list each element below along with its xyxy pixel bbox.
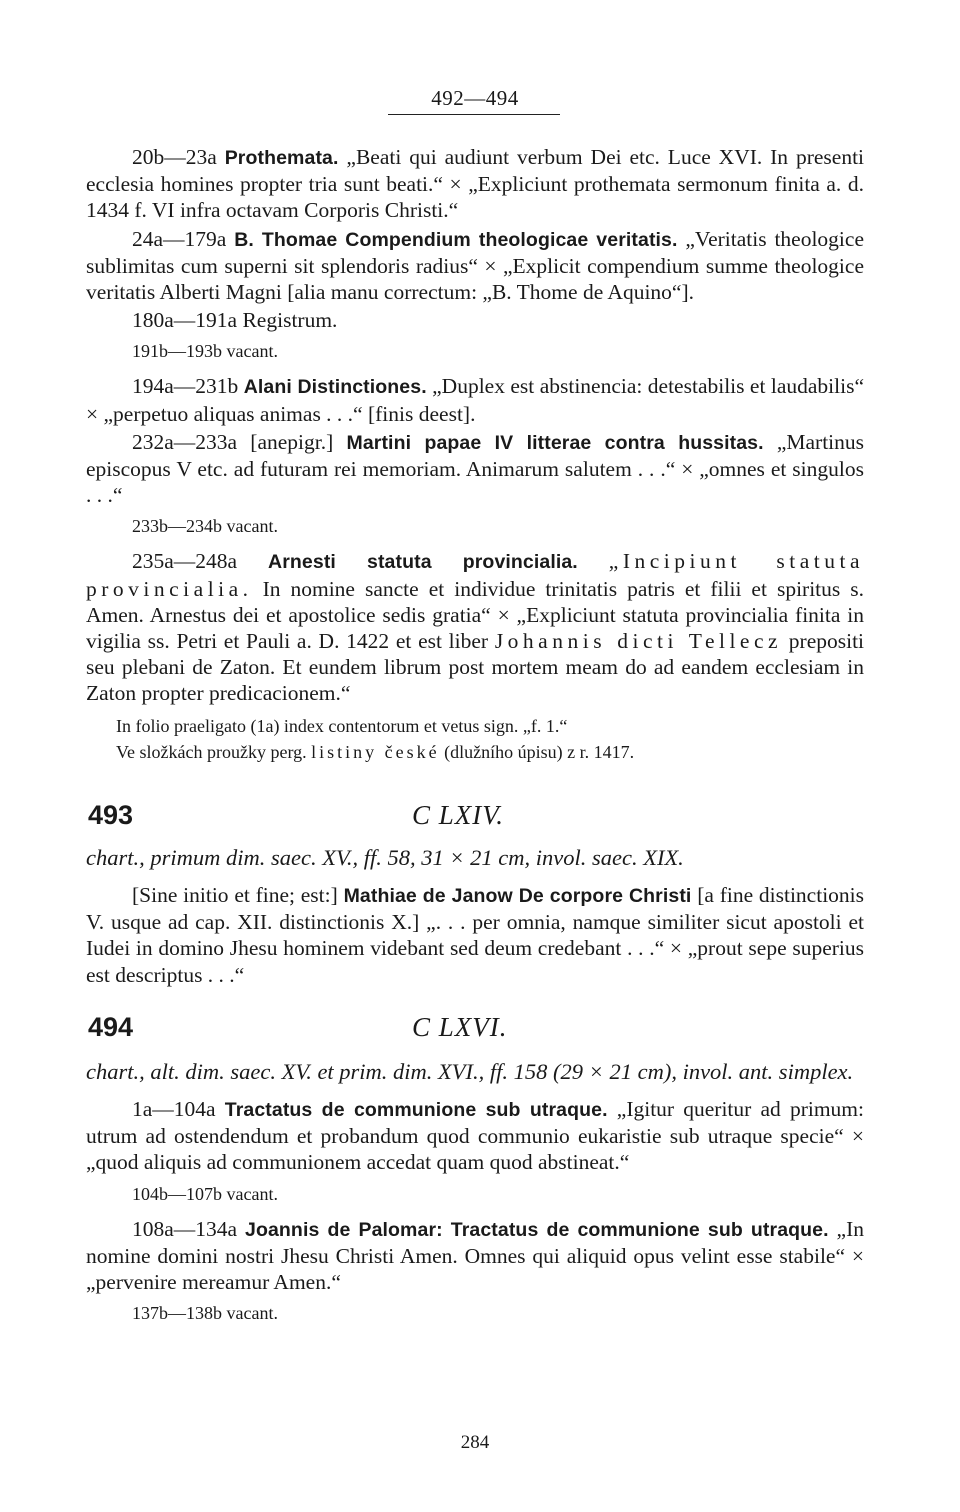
entry bbox=[86, 144, 864, 224]
entry bbox=[86, 1216, 864, 1296]
note-spaced: listiny české bbox=[311, 741, 440, 762]
anepigr-note: [Sine initio et fine; est:] bbox=[132, 883, 338, 907]
ms-492-entries bbox=[86, 144, 864, 765]
incipit-explicit: „Duplex est abstinencia: detestabilis et laudabilis“ × „perpetuo aliquas animas . . .“ [finis deest]. bbox=[86, 374, 865, 426]
folio-range: 108a—134a bbox=[132, 1216, 238, 1241]
incipit-explicit: „Martinus episcopus V etc. ad futuram rei memoriam. Animarum salutem . . .“ × „omnes et singulos . . .“ bbox=[86, 429, 865, 508]
entry bbox=[86, 1096, 864, 1176]
note-text: (dlužního úpisu) z r. 1417. bbox=[444, 741, 635, 762]
note-text: Ve složkách proužky perg. bbox=[116, 741, 307, 762]
physical-description: chart., alt. dim. saec. XV. et prim. dim. XVI., ff. 158 (29 × 21 cm), invol. ant. simplex. bbox=[86, 1059, 854, 1084]
folio-range: 20b—23a bbox=[132, 145, 217, 169]
work-title: B. Thomae Compendium theologicae veritatis. bbox=[234, 228, 678, 251]
ms-signature: C LXVI. bbox=[412, 1012, 508, 1042]
incipit-explicit: „In nomine domini nostri Jhesu Christi Amen. Omnes qui aliquid opus velint esse stabile“ × „pervenire mereamur Amen.“ bbox=[86, 1216, 864, 1295]
work-title: Tractatus de communione sub utraque. bbox=[224, 1099, 608, 1121]
ms-signature: C LXIV. bbox=[412, 800, 505, 830]
work-title: Joannis de Palomar: Tractatus de communione sub utraque. bbox=[245, 1218, 829, 1241]
entry bbox=[86, 307, 864, 333]
vacant-note: 104b—107b vacant. bbox=[132, 1183, 278, 1204]
ms-number: 493 bbox=[88, 800, 134, 830]
page-number: 284 bbox=[460, 1432, 490, 1453]
work-title: Alani Distinctiones. bbox=[243, 376, 427, 399]
vacant-note: 233b—234b vacant. bbox=[132, 516, 278, 537]
ms-494-body bbox=[86, 1058, 864, 1335]
folio-range: 180a—191a bbox=[132, 308, 238, 333]
incipit-explicit: „Igitur queritur ad primum: utrum ad ostendendum et probandum quod communio eukaristie sub utraque specie“ × „quod aliquis ad communionem accedat quam quod abstineat.“ bbox=[86, 1097, 865, 1175]
entry-text: Registrum. bbox=[242, 308, 338, 333]
work-title: Arnesti statuta provincialia. bbox=[268, 551, 578, 574]
owner-name: Johannis dicti Tellecz bbox=[494, 629, 783, 654]
ms-number: 494 bbox=[88, 1012, 134, 1042]
ms-493-heading bbox=[86, 800, 864, 840]
entry bbox=[86, 373, 864, 426]
entry bbox=[86, 429, 864, 509]
page bbox=[86, 0, 864, 1512]
incipit-explicit: „Beati qui audiunt verbum Dei etc. Luce XVI. In presenti ecclesia homines propter tria sunt beati.“ × „Expliciunt prothemata sermonum finita a. d. 1434 f. VI infra octavam Corporis Christi.“ bbox=[86, 145, 865, 223]
ms-493-body bbox=[86, 844, 864, 994]
incipit-explicit: In nomine sancte et individue trinitatis patris et filii et spiritus s. Amen. Arnestus dei et apostolice sedis gratia“ × „Expliciunt statuta provincialia finita in vigilia ss. Petri et Pauli a. D. 1422 et est liber bbox=[86, 576, 865, 654]
folio-range: 1a—104a bbox=[132, 1097, 216, 1121]
note-fragments bbox=[86, 739, 864, 765]
folio-range: 232a—233a bbox=[132, 429, 238, 454]
vacant-note: 137b—138b vacant. bbox=[132, 1303, 278, 1324]
folio-range: 235a—248a bbox=[132, 549, 238, 574]
folio-range: 194a—231b bbox=[132, 374, 239, 399]
work-title: Mathiae de Janow De corpore Christi bbox=[343, 885, 692, 907]
work-title: Prothemata. bbox=[224, 147, 339, 169]
note-index: In folio praeligato (1a) index contentorum et vetus sign. „f. 1.“ bbox=[116, 715, 568, 736]
running-head: 492—494 bbox=[431, 86, 519, 110]
vacant-note: 191b—193b vacant. bbox=[132, 341, 278, 362]
entry bbox=[86, 548, 864, 706]
entry bbox=[86, 226, 864, 306]
folio-range: 24a—179a bbox=[132, 226, 227, 251]
physical-description: chart., primum dim. saec. XV., ff. 58, 31 × 21 cm, invol. saec. XIX. bbox=[86, 845, 684, 870]
incipit-spaced: „Incipiunt statuta provincialia. bbox=[86, 549, 865, 601]
incipit-explicit: „Veritatis theologice sublimitas cum superni sit splendoris radius“ × „Explicit compendium summe theologice veritatis Alberti Magni [alia manu correctum: „B. Thome de Aquino“]. bbox=[86, 226, 864, 305]
incipit-explicit: [a fine distinctionis V. usque ad cap. XII. distinctionis X.] „. . . per omnia, namque similiter sicut apostoli et Iudei in domino Jhesu hominem videbant sed deum credebant . . .“ × „prout sepe superius est descriptus . . .“ bbox=[86, 883, 865, 987]
entry bbox=[86, 882, 864, 988]
header-rule bbox=[388, 114, 560, 115]
work-title: Martini papae IV litterae contra hussitas. bbox=[346, 431, 764, 454]
colophon: prepositi seu plebani de Zaton. Et eundem librum post mortem meam do ad eandem ecclesiam in Zaton propter predicacionem.“ bbox=[86, 629, 865, 706]
anepigr-note: [anepigr.] bbox=[250, 429, 334, 454]
ms-494-heading bbox=[86, 1012, 864, 1052]
